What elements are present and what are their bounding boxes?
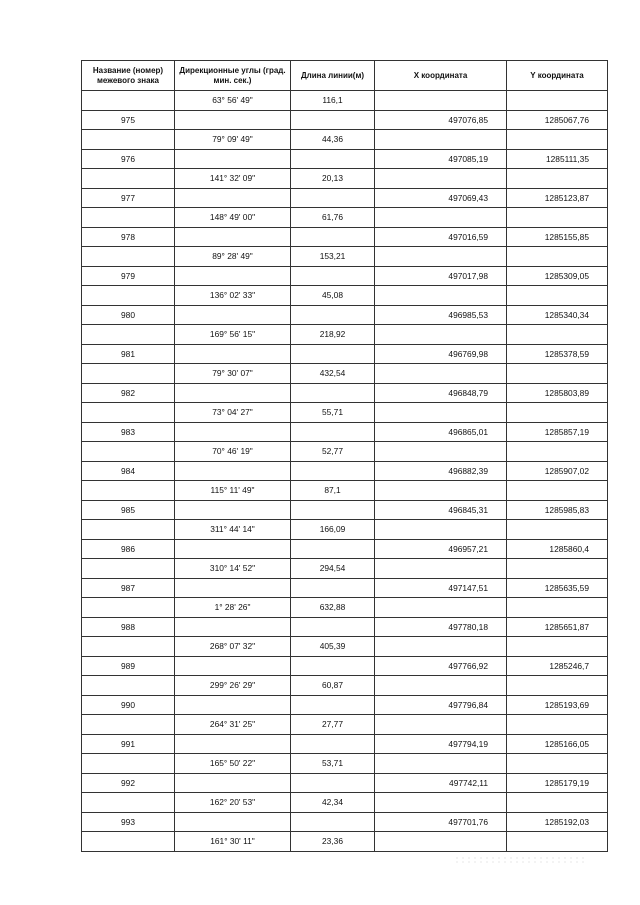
table-row-point [82,344,608,364]
mark-name-cell [82,208,175,228]
y-coordinate-cell: 1285111,35 [507,149,608,169]
x-coordinate-cell: 496957,21 [375,539,507,559]
line-length-cell: 294,54 [291,559,375,579]
y-coordinate-cell: 1285067,76 [507,110,608,130]
table-row-point [82,656,608,676]
table-row-line [82,520,608,540]
line-length-cell [291,812,375,832]
y-coordinate-cell [507,442,608,462]
table-row-point [82,773,608,793]
bearing-angle-cell [175,539,291,559]
table-row-line [82,442,608,462]
y-coordinate-cell: 1285193,69 [507,695,608,715]
mark-name-cell: 990 [82,695,175,715]
line-length-cell: 23,36 [291,832,375,852]
mark-name-cell: 979 [82,266,175,286]
line-length-cell: 52,77 [291,442,375,462]
line-length-cell: 432,54 [291,364,375,384]
y-coordinate-cell: 1285857,19 [507,422,608,442]
bearing-angle-cell: 310° 14' 52" [175,559,291,579]
bearing-angle-cell: 264° 31' 25" [175,715,291,735]
y-coordinate-cell: 1285246,7 [507,656,608,676]
line-length-cell: 632,88 [291,598,375,618]
line-length-cell [291,695,375,715]
x-coordinate-cell [375,520,507,540]
table-row-point [82,149,608,169]
y-coordinate-cell [507,676,608,696]
mark-name-cell [82,676,175,696]
x-coordinate-cell [375,364,507,384]
bearing-angle-cell [175,578,291,598]
line-length-cell [291,344,375,364]
table-row-line [82,754,608,774]
bearing-angle-cell [175,110,291,130]
y-coordinate-cell [507,325,608,345]
y-coordinate-cell: 1285907,02 [507,461,608,481]
line-length-cell: 61,76 [291,208,375,228]
line-length-cell: 44,36 [291,130,375,150]
y-coordinate-cell: 1285309,05 [507,266,608,286]
x-coordinate-cell: 496865,01 [375,422,507,442]
table-row-point [82,188,608,208]
table-row-point [82,500,608,520]
line-length-cell: 27,77 [291,715,375,735]
mark-name-cell [82,169,175,189]
bearing-angle-cell: 136° 02' 33" [175,286,291,306]
table-row-point [82,617,608,637]
bearing-angle-cell: 148° 49' 00" [175,208,291,228]
line-length-cell [291,227,375,247]
bearing-angle-cell [175,383,291,403]
table-row-line [82,364,608,384]
table-row-point [82,422,608,442]
table-row-line [82,91,608,111]
header-mark-name: Название (номер) межевого знака [82,61,175,91]
bearing-angle-cell [175,149,291,169]
x-coordinate-cell [375,793,507,813]
y-coordinate-cell [507,637,608,657]
line-length-cell [291,734,375,754]
bearing-angle-cell: 115° 11' 49" [175,481,291,501]
mark-name-cell: 992 [82,773,175,793]
y-coordinate-cell [507,403,608,423]
bearing-angle-cell: 165° 50' 22" [175,754,291,774]
line-length-cell [291,383,375,403]
line-length-cell [291,773,375,793]
x-coordinate-cell [375,208,507,228]
bearing-angle-cell: 169° 56' 15" [175,325,291,345]
line-length-cell [291,656,375,676]
table-row-line [82,676,608,696]
y-coordinate-cell [507,208,608,228]
mark-name-cell [82,325,175,345]
y-coordinate-cell [507,481,608,501]
mark-name-cell [82,520,175,540]
x-coordinate-cell [375,598,507,618]
x-coordinate-cell [375,442,507,462]
line-length-cell [291,188,375,208]
y-coordinate-cell [507,169,608,189]
x-coordinate-cell [375,403,507,423]
y-coordinate-cell: 1285803,89 [507,383,608,403]
y-coordinate-cell [507,559,608,579]
mark-name-cell [82,130,175,150]
x-coordinate-cell: 497016,59 [375,227,507,247]
header-line-length: Длина линии(м) [291,61,375,91]
bearing-angle-cell [175,734,291,754]
boundary-coordinates-table [81,60,608,852]
bearing-angle-cell: 299° 26' 29" [175,676,291,696]
bearing-angle-cell [175,695,291,715]
y-coordinate-cell [507,364,608,384]
table-row-line [82,286,608,306]
bearing-angle-cell: 141° 32' 09" [175,169,291,189]
mark-name-cell: 976 [82,149,175,169]
y-coordinate-cell [507,286,608,306]
line-length-cell [291,266,375,286]
mark-name-cell [82,793,175,813]
mark-name-cell: 985 [82,500,175,520]
table-row-line [82,715,608,735]
bearing-angle-cell: 268° 07' 32" [175,637,291,657]
x-coordinate-cell: 497085,19 [375,149,507,169]
y-coordinate-cell: 1285155,85 [507,227,608,247]
table-row-line [82,481,608,501]
x-coordinate-cell: 497069,43 [375,188,507,208]
x-coordinate-cell: 496882,39 [375,461,507,481]
header-bearing-angle: Дирекционные углы (град. мин. сек.) [175,61,291,91]
line-length-cell [291,578,375,598]
bearing-angle-cell [175,500,291,520]
x-coordinate-cell [375,676,507,696]
line-length-cell: 218,92 [291,325,375,345]
mark-name-cell: 977 [82,188,175,208]
table-row-point [82,539,608,559]
x-coordinate-cell [375,637,507,657]
bearing-angle-cell [175,305,291,325]
mark-name-cell: 982 [82,383,175,403]
line-length-cell [291,110,375,130]
table-row-point [82,812,608,832]
table-row-point [82,578,608,598]
bearing-angle-cell: 70° 46' 19" [175,442,291,462]
line-length-cell: 53,71 [291,754,375,774]
table-row-line [82,832,608,852]
line-length-cell [291,617,375,637]
mark-name-cell: 987 [82,578,175,598]
bearing-angle-cell: 161° 30' 11" [175,832,291,852]
table-header-row [82,61,608,91]
x-coordinate-cell: 496845,31 [375,500,507,520]
x-coordinate-cell [375,325,507,345]
bearing-angle-cell [175,422,291,442]
x-coordinate-cell [375,286,507,306]
y-coordinate-cell [507,715,608,735]
x-coordinate-cell: 496985,53 [375,305,507,325]
y-coordinate-cell: 1285378,59 [507,344,608,364]
table-row-point [82,734,608,754]
table-row-point [82,305,608,325]
mark-name-cell: 993 [82,812,175,832]
table-row-point [82,266,608,286]
mark-name-cell: 988 [82,617,175,637]
line-length-cell: 87,1 [291,481,375,501]
line-length-cell: 405,39 [291,637,375,657]
x-coordinate-cell [375,559,507,579]
x-coordinate-cell [375,130,507,150]
x-coordinate-cell [375,715,507,735]
mark-name-cell: 981 [82,344,175,364]
table-row-line [82,403,608,423]
mark-name-cell [82,754,175,774]
mark-name-cell [82,832,175,852]
line-length-cell: 166,09 [291,520,375,540]
x-coordinate-cell: 497076,85 [375,110,507,130]
mark-name-cell [82,91,175,111]
y-coordinate-cell: 1285192,03 [507,812,608,832]
table-row-point [82,110,608,130]
x-coordinate-cell [375,169,507,189]
line-length-cell [291,422,375,442]
mark-name-cell: 978 [82,227,175,247]
line-length-cell [291,500,375,520]
x-coordinate-cell: 497780,18 [375,617,507,637]
mark-name-cell [82,403,175,423]
mark-name-cell: 986 [82,539,175,559]
x-coordinate-cell: 497742,11 [375,773,507,793]
line-length-cell: 45,08 [291,286,375,306]
line-length-cell: 60,87 [291,676,375,696]
table-row-line [82,208,608,228]
mark-name-cell [82,637,175,657]
bearing-angle-cell [175,227,291,247]
mark-name-cell [82,286,175,306]
bearing-angle-cell: 63° 56' 49" [175,91,291,111]
x-coordinate-cell: 497701,76 [375,812,507,832]
line-length-cell: 42,34 [291,793,375,813]
bearing-angle-cell [175,656,291,676]
bearing-angle-cell: 162° 20' 53" [175,793,291,813]
mark-name-cell [82,481,175,501]
x-coordinate-cell: 497147,51 [375,578,507,598]
x-coordinate-cell: 497017,98 [375,266,507,286]
y-coordinate-cell: 1285179,19 [507,773,608,793]
y-coordinate-cell [507,520,608,540]
table-row-line [82,325,608,345]
mark-name-cell [82,247,175,267]
line-length-cell: 116,1 [291,91,375,111]
mark-name-cell: 989 [82,656,175,676]
x-coordinate-cell [375,832,507,852]
x-coordinate-cell: 497796,84 [375,695,507,715]
line-length-cell [291,149,375,169]
mark-name-cell: 980 [82,305,175,325]
y-coordinate-cell: 1285166,05 [507,734,608,754]
x-coordinate-cell [375,481,507,501]
y-coordinate-cell: 1285651,87 [507,617,608,637]
table-row-line [82,637,608,657]
x-coordinate-cell [375,754,507,774]
scan-noise [454,856,584,864]
bearing-angle-cell: 73° 04' 27" [175,403,291,423]
table-body [82,91,608,852]
header-y-coordinate: Y координата [507,61,608,91]
table-row-line [82,130,608,150]
bearing-angle-cell [175,266,291,286]
mark-name-cell [82,364,175,384]
y-coordinate-cell [507,598,608,618]
mark-name-cell [82,715,175,735]
mark-name-cell [82,598,175,618]
y-coordinate-cell: 1285123,87 [507,188,608,208]
mark-name-cell: 991 [82,734,175,754]
bearing-angle-cell: 311° 44' 14" [175,520,291,540]
y-coordinate-cell: 1285985,83 [507,500,608,520]
table-row-point [82,383,608,403]
bearing-angle-cell [175,344,291,364]
line-length-cell: 55,71 [291,403,375,423]
y-coordinate-cell [507,754,608,774]
table-row-line [82,247,608,267]
bearing-angle-cell: 79° 30' 07" [175,364,291,384]
table-row-point [82,227,608,247]
bearing-angle-cell [175,812,291,832]
y-coordinate-cell: 1285340,34 [507,305,608,325]
bearing-angle-cell: 79° 09' 49" [175,130,291,150]
table-row-line [82,559,608,579]
mark-name-cell [82,559,175,579]
x-coordinate-cell: 496848,79 [375,383,507,403]
x-coordinate-cell: 497794,19 [375,734,507,754]
bearing-angle-cell [175,188,291,208]
mark-name-cell [82,442,175,462]
y-coordinate-cell [507,91,608,111]
bearing-angle-cell [175,773,291,793]
x-coordinate-cell [375,247,507,267]
bearing-angle-cell: 89° 28' 49" [175,247,291,267]
y-coordinate-cell: 1285635,59 [507,578,608,598]
x-coordinate-cell: 496769,98 [375,344,507,364]
x-coordinate-cell [375,91,507,111]
line-length-cell [291,305,375,325]
table-row-line [82,793,608,813]
line-length-cell: 20,13 [291,169,375,189]
y-coordinate-cell: 1285860,4 [507,539,608,559]
bearing-angle-cell [175,461,291,481]
bearing-angle-cell: 1° 28' 26" [175,598,291,618]
y-coordinate-cell [507,130,608,150]
mark-name-cell: 984 [82,461,175,481]
line-length-cell [291,539,375,559]
mark-name-cell: 983 [82,422,175,442]
header-x-coordinate: X координата [375,61,507,91]
y-coordinate-cell [507,832,608,852]
line-length-cell: 153,21 [291,247,375,267]
mark-name-cell: 975 [82,110,175,130]
bearing-angle-cell [175,617,291,637]
table-row-point [82,695,608,715]
x-coordinate-cell: 497766,92 [375,656,507,676]
table-row-point [82,461,608,481]
y-coordinate-cell [507,793,608,813]
table-row-line [82,598,608,618]
y-coordinate-cell [507,247,608,267]
line-length-cell [291,461,375,481]
table-row-line [82,169,608,189]
